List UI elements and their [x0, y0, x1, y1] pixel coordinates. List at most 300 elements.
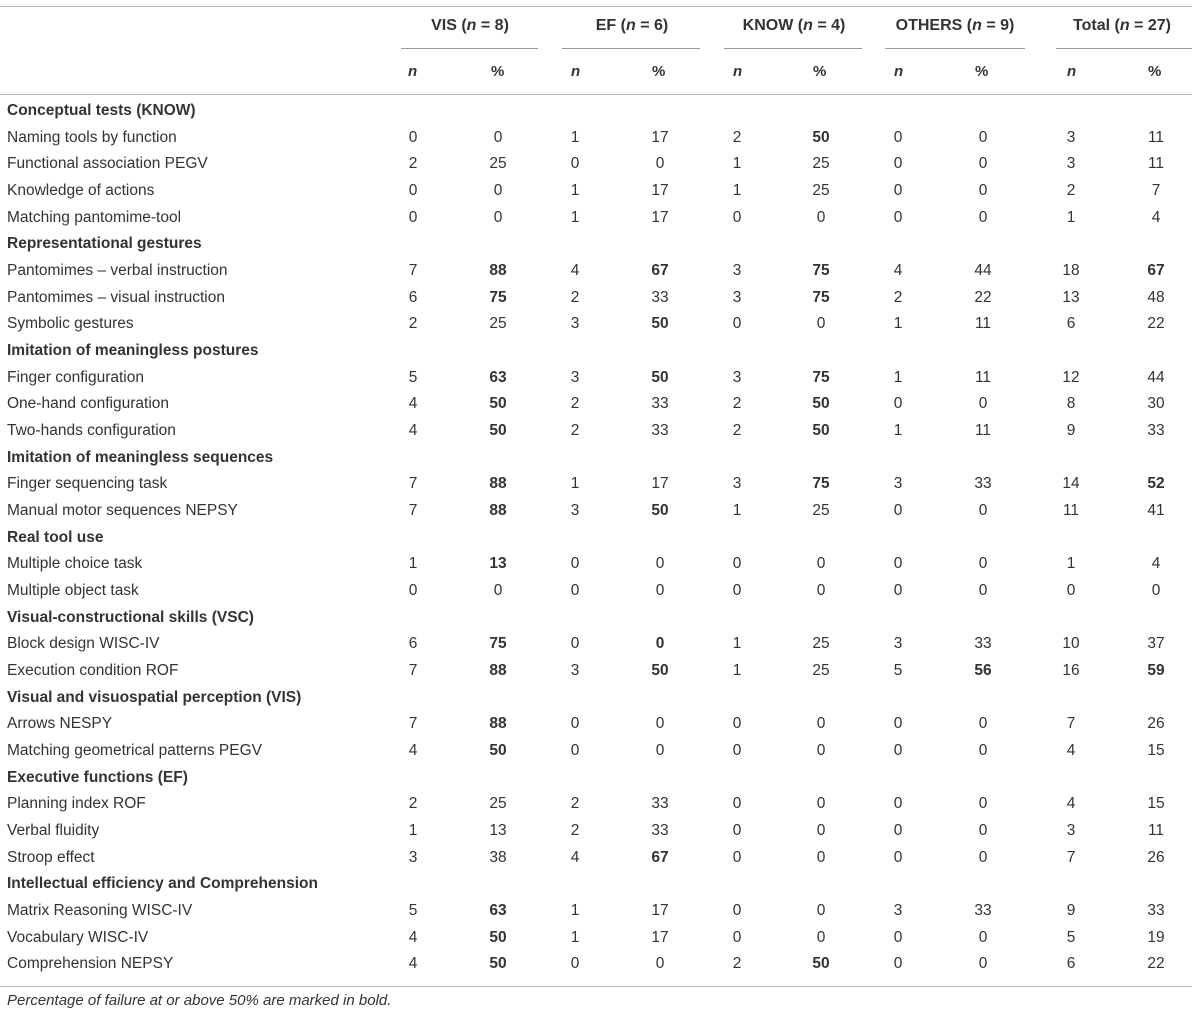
- cell-count: 3: [893, 902, 903, 920]
- cell-count: 0: [732, 928, 742, 946]
- cell-percent: 17: [651, 902, 669, 920]
- subheader-pct: %: [491, 63, 505, 80]
- section-title: Conceptual tests (KNOW): [7, 102, 196, 119]
- cell-percent: 0: [978, 795, 988, 813]
- cell-percent: 0: [816, 822, 826, 840]
- cell-percent: 67: [651, 262, 669, 280]
- cell-count: 0: [732, 315, 742, 333]
- cell-count: 0: [732, 715, 742, 733]
- section-header-row: [0, 98, 1192, 125]
- cell-percent: 4: [1151, 208, 1161, 226]
- cell-count: 0: [893, 795, 903, 813]
- table-row: [0, 205, 1192, 232]
- cell-count: 12: [1062, 368, 1080, 386]
- cell-percent: 50: [651, 502, 669, 520]
- section-title: Imitation of meaningless sequences: [7, 448, 274, 466]
- table-row: [0, 551, 1192, 578]
- cell-count: 3: [570, 315, 580, 333]
- cell-count: 4: [408, 395, 418, 413]
- row-label: Manual motor sequences NEPSY: [7, 502, 238, 520]
- cell-count: 0: [408, 182, 418, 199]
- row-label: One-hand configuration: [7, 395, 170, 413]
- cell-percent: 88: [489, 502, 507, 520]
- cell-count: 2: [732, 422, 742, 440]
- cell-percent: 26: [1147, 715, 1165, 733]
- cell-count: 7: [408, 715, 418, 733]
- cell-percent: 25: [812, 182, 830, 199]
- cell-percent: 25: [812, 635, 830, 653]
- subheader-n: n: [894, 63, 904, 80]
- section-header-row: [0, 685, 1192, 712]
- cell-percent: 11: [974, 422, 992, 440]
- cell-count: 7: [1066, 848, 1076, 866]
- cell-count: 9: [1066, 902, 1076, 920]
- row-label: Pantomimes – visual instruction: [7, 288, 225, 306]
- cell-percent: 48: [1147, 288, 1165, 306]
- group-n: 9: [1000, 17, 1010, 34]
- cell-count: 0: [732, 582, 742, 600]
- cell-percent: 33: [651, 288, 669, 306]
- table-footnote: Percentage of failure at or above 50% are marked in bold.: [7, 992, 392, 1009]
- cell-percent: 75: [489, 635, 507, 653]
- group-name: EF: [595, 17, 617, 34]
- cell-percent: 0: [978, 155, 988, 173]
- cell-percent: 50: [812, 128, 830, 146]
- cell-count: 5: [1066, 928, 1076, 946]
- cell-percent: 17: [651, 928, 669, 946]
- cell-percent: 25: [812, 662, 830, 680]
- cell-percent: 50: [489, 742, 507, 760]
- cell-count: 2: [570, 395, 580, 413]
- group-underline: [562, 48, 700, 49]
- row-label: Block design WISC-IV: [7, 635, 160, 653]
- cell-percent: 88: [489, 662, 507, 680]
- group-header-vis: VIS (n = 8): [431, 17, 509, 34]
- cell-count: 1: [1066, 208, 1076, 226]
- table-row: [0, 471, 1192, 498]
- cell-count: 1: [732, 155, 742, 173]
- row-label: Pantomimes – verbal instruction: [7, 262, 228, 280]
- cell-percent: 63: [489, 902, 507, 920]
- cell-percent: 50: [651, 368, 669, 386]
- subheader-n: n: [408, 63, 418, 80]
- cell-count: 1: [893, 315, 903, 333]
- table-row: [0, 311, 1192, 338]
- table-row: [0, 258, 1192, 285]
- cell-percent: 25: [489, 315, 507, 333]
- cell-percent: 37: [1147, 635, 1165, 653]
- section-title: Intellectual efficiency and Comprehension: [7, 875, 318, 893]
- group-n: 27: [1147, 17, 1166, 34]
- cell-count: 4: [893, 262, 903, 280]
- cell-percent: 0: [978, 502, 988, 520]
- cell-percent: 0: [978, 928, 988, 946]
- cell-count: 0: [893, 128, 903, 146]
- cell-count: 3: [570, 368, 580, 386]
- cell-percent: 25: [812, 155, 830, 173]
- cell-percent: 0: [493, 208, 503, 226]
- section-title: Executive functions (EF): [7, 768, 188, 786]
- cell-percent: 38: [489, 848, 507, 866]
- cell-count: 4: [570, 848, 580, 866]
- cell-count: 6: [408, 288, 418, 306]
- cell-percent: 50: [489, 955, 507, 973]
- cell-percent: 56: [974, 662, 992, 680]
- table-row: [0, 898, 1192, 925]
- cell-count: 1: [732, 182, 742, 199]
- cell-percent: 0: [655, 582, 665, 600]
- table-row: [0, 845, 1192, 872]
- table-row: [0, 738, 1192, 765]
- cell-percent: 88: [489, 715, 507, 733]
- cell-percent: 0: [978, 822, 988, 840]
- section-header-row: [0, 605, 1192, 632]
- cell-count: 2: [893, 288, 903, 306]
- table-row: [0, 925, 1192, 952]
- subheader-n: n: [571, 63, 581, 80]
- cell-count: 0: [570, 155, 580, 173]
- cell-percent: 33: [651, 822, 669, 840]
- cell-percent: 25: [489, 155, 507, 173]
- cell-percent: 4: [1151, 555, 1161, 573]
- cell-count: 3: [1066, 155, 1076, 173]
- cell-percent: 67: [651, 848, 669, 866]
- cell-count: 2: [732, 128, 742, 146]
- cell-count: 3: [732, 475, 742, 493]
- cell-percent: 50: [812, 422, 830, 440]
- subheader-pct: %: [1148, 63, 1162, 80]
- cell-count: 4: [408, 742, 418, 760]
- cell-percent: 59: [1147, 662, 1165, 680]
- subheader-pct: %: [813, 63, 827, 80]
- section-header-row: [0, 445, 1192, 472]
- cell-percent: 22: [974, 288, 992, 306]
- cell-count: 0: [732, 742, 742, 760]
- row-label: Multiple object task: [7, 582, 139, 600]
- cell-percent: 0: [816, 208, 826, 226]
- cell-count: 7: [408, 662, 418, 680]
- cell-count: 1: [732, 502, 742, 520]
- row-label: Matching pantomime-tool: [7, 208, 182, 226]
- cell-percent: 33: [974, 635, 992, 653]
- table-row: [0, 578, 1192, 605]
- cell-count: 3: [732, 262, 742, 280]
- cell-count: 4: [408, 928, 418, 946]
- cell-percent: 30: [1147, 395, 1165, 413]
- cell-count: 3: [570, 502, 580, 520]
- cell-count: 0: [732, 795, 742, 813]
- cell-count: 3: [1066, 128, 1076, 146]
- cell-count: 4: [570, 262, 580, 280]
- cell-count: 1: [893, 422, 903, 440]
- cell-count: 2: [408, 315, 418, 333]
- section-title: Visual and visuospatial perception (VIS): [7, 688, 302, 706]
- cell-percent: 50: [489, 395, 507, 413]
- cell-count: 0: [570, 635, 580, 653]
- row-label: Stroop effect: [7, 848, 95, 866]
- cell-count: 1: [570, 128, 580, 146]
- cell-count: 0: [408, 208, 418, 226]
- row-label: Comprehension NEPSY: [7, 955, 174, 973]
- row-label: Vocabulary WISC-IV: [7, 928, 149, 946]
- table-row: [0, 498, 1192, 525]
- cell-percent: 75: [812, 262, 830, 280]
- row-label: Two-hands configuration: [7, 422, 176, 440]
- table-row: [0, 631, 1192, 658]
- table-row: [0, 711, 1192, 738]
- cell-count: 0: [893, 155, 903, 173]
- cell-percent: 75: [812, 475, 830, 493]
- cell-percent: 33: [651, 422, 669, 440]
- group-header-know: KNOW (n = 4): [742, 17, 846, 34]
- cell-count: 6: [1066, 315, 1076, 333]
- group-header-others: OTHERS (n = 9): [895, 17, 1015, 34]
- cell-percent: 17: [651, 128, 669, 146]
- cell-percent: 0: [655, 715, 665, 733]
- header-bottom-rule: [0, 94, 1192, 95]
- row-label: Symbolic gestures: [7, 315, 134, 333]
- cell-percent: 0: [655, 555, 665, 573]
- cell-percent: 0: [978, 128, 988, 146]
- cell-percent: 0: [816, 715, 826, 733]
- cell-count: 0: [893, 582, 903, 600]
- section-title: Imitation of meaningless postures: [7, 342, 259, 360]
- cell-count: 0: [893, 715, 903, 733]
- row-label: Finger configuration: [7, 368, 144, 386]
- cell-percent: 0: [655, 635, 665, 653]
- cell-count: 1: [570, 182, 580, 199]
- cell-count: 1: [570, 475, 580, 493]
- cell-count: 1: [732, 662, 742, 680]
- cell-percent: 17: [651, 182, 669, 199]
- cell-percent: 0: [816, 902, 826, 920]
- cell-percent: 0: [493, 182, 503, 199]
- cell-percent: 50: [651, 315, 669, 333]
- cell-percent: 50: [489, 422, 507, 440]
- row-label: Matching geometrical patterns PEGV: [7, 742, 263, 760]
- cell-count: 2: [732, 395, 742, 413]
- table-row: [0, 125, 1192, 152]
- table-row: [0, 151, 1192, 178]
- cell-count: 3: [732, 368, 742, 386]
- cell-count: 4: [408, 955, 418, 973]
- section-header-row: [0, 765, 1192, 792]
- cell-count: 9: [1066, 422, 1076, 440]
- cell-count: 11: [1062, 502, 1080, 520]
- group-header-total: Total (n = 27): [1073, 17, 1171, 34]
- cell-count: 3: [893, 635, 903, 653]
- cell-count: 0: [893, 848, 903, 866]
- cell-count: 0: [732, 208, 742, 226]
- cell-percent: 0: [655, 955, 665, 973]
- group-n: 6: [654, 17, 663, 34]
- cell-count: 0: [893, 822, 903, 840]
- cell-percent: 33: [651, 795, 669, 813]
- cell-percent: 88: [489, 475, 507, 493]
- cell-percent: 75: [812, 368, 830, 386]
- cell-percent: 33: [1147, 902, 1165, 920]
- cell-percent: 0: [978, 182, 988, 199]
- group-underline: [724, 48, 862, 49]
- cell-count: 3: [1066, 822, 1076, 840]
- row-label: Multiple choice task: [7, 555, 143, 573]
- cell-percent: 22: [1147, 955, 1165, 973]
- cell-count: 0: [732, 822, 742, 840]
- cell-count: 6: [408, 635, 418, 653]
- cell-count: 2: [570, 822, 580, 840]
- section-header-row: [0, 871, 1192, 898]
- cell-percent: 52: [1147, 475, 1165, 493]
- cell-count: 0: [570, 582, 580, 600]
- cell-percent: 75: [489, 288, 507, 306]
- group-name: KNOW: [742, 17, 794, 34]
- cell-count: 3: [570, 662, 580, 680]
- group-name: Total: [1073, 17, 1111, 34]
- group-underline: [885, 48, 1025, 49]
- cell-percent: 0: [493, 128, 503, 146]
- cell-count: 2: [570, 795, 580, 813]
- row-label: Finger sequencing task: [7, 475, 168, 493]
- cell-percent: 0: [655, 742, 665, 760]
- cell-percent: 11: [1147, 155, 1165, 173]
- cell-percent: 33: [651, 395, 669, 413]
- cell-count: 1: [570, 902, 580, 920]
- cell-count: 8: [1066, 395, 1076, 413]
- row-label: Planning index ROF: [7, 795, 146, 813]
- cell-count: 4: [1066, 795, 1076, 813]
- group-n: 4: [831, 17, 841, 34]
- cell-count: 1: [570, 928, 580, 946]
- cell-percent: 0: [978, 848, 988, 866]
- row-label: Knowledge of actions: [7, 182, 155, 199]
- table-row: [0, 818, 1192, 845]
- section-header-row: [0, 338, 1192, 365]
- cell-count: 0: [732, 902, 742, 920]
- cell-percent: 17: [651, 475, 669, 493]
- cell-count: 1: [893, 368, 903, 386]
- cell-percent: 0: [816, 555, 826, 573]
- section-header-row: [0, 525, 1192, 552]
- table-row: [0, 658, 1192, 685]
- cell-percent: 15: [1147, 795, 1165, 813]
- subheader-n: n: [1067, 63, 1077, 80]
- cell-percent: 41: [1147, 502, 1165, 520]
- cell-percent: 44: [1147, 368, 1165, 386]
- cell-count: 5: [893, 662, 903, 680]
- cell-percent: 0: [978, 742, 988, 760]
- cell-percent: 0: [655, 155, 665, 173]
- cell-percent: 0: [978, 208, 988, 226]
- cell-count: 13: [1062, 288, 1080, 306]
- cell-percent: 15: [1147, 742, 1165, 760]
- cell-percent: 0: [816, 928, 826, 946]
- cell-percent: 13: [489, 555, 507, 573]
- cell-count: 0: [893, 742, 903, 760]
- cell-count: 7: [1066, 715, 1076, 733]
- cell-count: 18: [1062, 262, 1080, 280]
- cell-percent: 11: [974, 368, 992, 386]
- cell-count: 1: [1066, 555, 1076, 573]
- cell-percent: 0: [978, 715, 988, 733]
- section-title: Visual-constructional skills (VSC): [7, 608, 254, 626]
- cell-percent: 11: [974, 315, 992, 333]
- cell-count: 4: [408, 422, 418, 440]
- cell-percent: 25: [489, 795, 507, 813]
- cell-count: 5: [408, 902, 418, 920]
- table-row: [0, 285, 1192, 312]
- group-name: VIS: [431, 17, 457, 34]
- section-header-row: [0, 231, 1192, 258]
- cell-percent: 50: [651, 662, 669, 680]
- cell-percent: 0: [978, 555, 988, 573]
- cell-count: 2: [408, 795, 418, 813]
- row-label: Functional association PEGV: [7, 155, 208, 173]
- row-label: Verbal fluidity: [7, 822, 100, 840]
- cell-percent: 50: [489, 928, 507, 946]
- cell-percent: 50: [812, 955, 830, 973]
- cell-count: 2: [408, 155, 418, 173]
- row-label: Naming tools by function: [7, 128, 177, 146]
- cell-percent: 0: [978, 395, 988, 413]
- cell-count: 0: [893, 395, 903, 413]
- cell-percent: 0: [816, 795, 826, 813]
- cell-count: 0: [570, 955, 580, 973]
- cell-count: 0: [893, 928, 903, 946]
- table-row: [0, 418, 1192, 445]
- cell-count: 14: [1062, 475, 1080, 493]
- cell-percent: 22: [1147, 315, 1165, 333]
- cell-count: 0: [570, 715, 580, 733]
- table-bottom-rule: [0, 986, 1192, 987]
- table-row: [0, 951, 1192, 978]
- cell-count: 2: [1066, 182, 1076, 199]
- cell-percent: 67: [1147, 262, 1165, 280]
- table-top-rule: [0, 6, 1192, 7]
- cell-percent: 0: [816, 315, 826, 333]
- cell-percent: 11: [1147, 128, 1165, 146]
- group-underline: [401, 48, 538, 49]
- table-row: [0, 365, 1192, 392]
- cell-count: 2: [732, 955, 742, 973]
- cell-percent: 0: [493, 582, 503, 600]
- cell-count: 7: [408, 502, 418, 520]
- row-label: Matrix Reasoning WISC-IV: [7, 902, 193, 920]
- cell-count: 1: [408, 555, 418, 573]
- cell-percent: 50: [812, 395, 830, 413]
- cell-percent: 0: [1151, 582, 1161, 600]
- cell-count: 0: [408, 582, 418, 600]
- cell-percent: 11: [1147, 822, 1165, 840]
- cell-percent: 13: [489, 822, 507, 840]
- cell-count: 3: [732, 288, 742, 306]
- group-name: OTHERS: [895, 17, 963, 34]
- cell-percent: 0: [978, 582, 988, 600]
- table-row: [0, 391, 1192, 418]
- group-n: 8: [494, 17, 504, 34]
- cell-percent: 17: [651, 208, 669, 226]
- cell-count: 3: [408, 848, 418, 866]
- cell-count: 0: [893, 555, 903, 573]
- cell-percent: 88: [489, 262, 507, 280]
- cell-count: 0: [893, 502, 903, 520]
- section-title: Representational gestures: [7, 235, 202, 253]
- cell-percent: 26: [1147, 848, 1165, 866]
- cell-percent: 33: [974, 475, 992, 493]
- cell-count: 5: [408, 368, 418, 386]
- cell-count: 0: [570, 742, 580, 760]
- cell-count: 2: [570, 288, 580, 306]
- cell-count: 0: [1066, 582, 1076, 600]
